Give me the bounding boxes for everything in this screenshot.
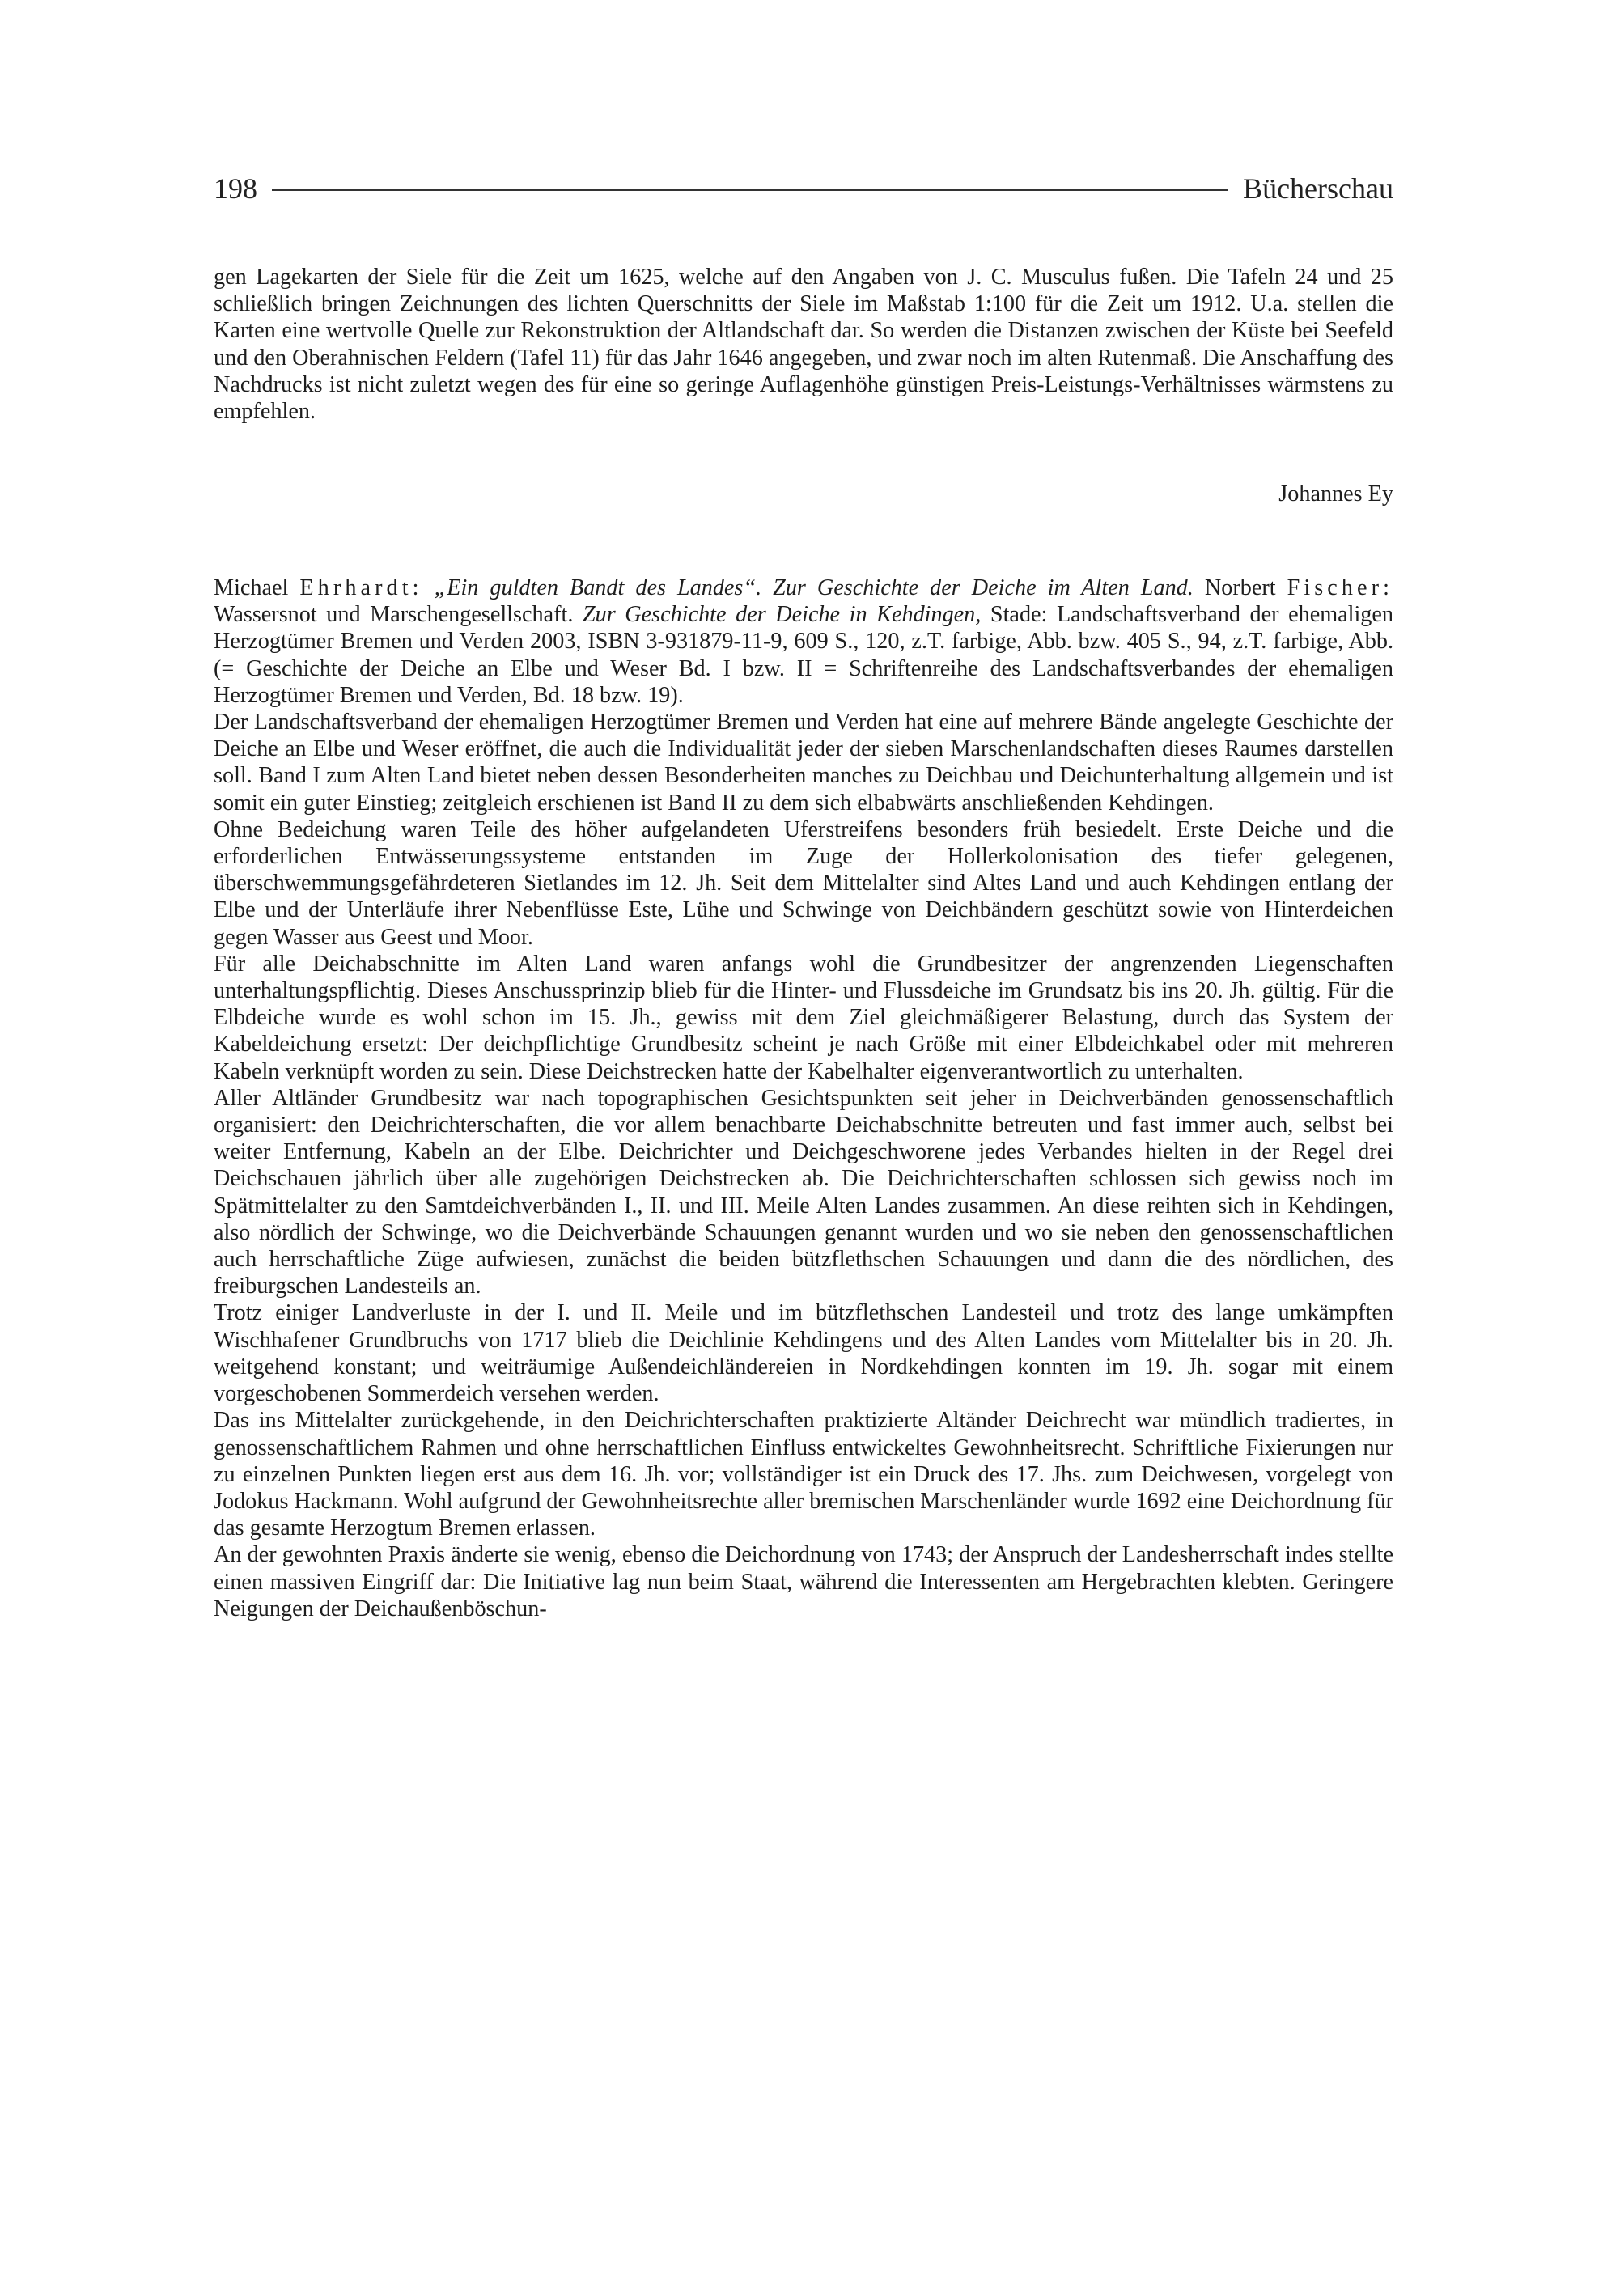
paragraph: An der gewohnten Praxis änderte sie wenig, ebenso die Deichordnung von 1743; der Anspruch der Landesherrschaft indes stellte einen massiven Eingriff dar: Die Initiative lag nun beim Staat, während die Interessenten am Hergebrachten klebten. Geringere Neigungen der Deichaußenböschun- xyxy=(214,1542,1393,1621)
review-2 xyxy=(214,574,1393,1622)
paragraph: Für alle Deichabschnitte im Alten Land waren anfangs wohl die Grundbesitzer der angrenzenden Liegenschaften unterhaltungspflichtig. Dieses Anschussprinzip blieb für die Hinter- und Flussdeiche im Grundsatz bis ins 20. Jh. gültig. Für die Elbdeiche wurde es wohl schon im 15. Jh., gewiss mit dem Ziel gleichmäßigerer Belastung, durch das System der Kabeldeichung ersetzt: Der deichpflichtige Grundbesitz scheint je nach Größe mit einer Elbdeichkabel oder mit mehreren Kabeln verknüpft worden zu sein. Diese Deichstrecken hatte der Kabelhalter eigenverantwortlich zu unterhalten. xyxy=(214,951,1393,1084)
author-1-last-name: Ehrhardt: xyxy=(299,575,423,600)
paragraph: Das ins Mittelalter zurückgehende, in den Deichrichterschaften praktizierte Altänder Deichrecht war mündlich tradiertes, in genossenschaftlichem Rahmen und ohne herrschaftlichen Einfluss entwickeltes Gewohnheitsrecht. Schriftliche Fixierungen nur zu einzelnen Punkten liegen erst aus dem 16. Jh. vor; vollständiger ist ein Druck des 17. Jhs. zum Deichwesen, vorgelegt von Jodokus Hackmann. Wohl aufgrund der Gewohnheitsrechte aller bremischen Marschenländer wurde 1692 eine Deichordnung für das gesamte Herzogtum Bremen erlassen. xyxy=(214,1408,1393,1541)
review-2-body xyxy=(214,709,1393,1622)
author-2-first-name: Norbert xyxy=(1204,575,1276,600)
book-2-title: Wassersnot und Marschengesellschaft. xyxy=(214,602,574,628)
review-1-text: gen Lagekarten der Siele für die Zeit um 1625, welche auf den Angaben von J. C. Musculus fußen. Die Tafeln 24 und 25 schließlich bringen Zeichnungen des lichten Querschnitts der Siele im Maßstab 1:100 für die Zeit um 1912. U.a. stellen die Karten eine wertvolle Quelle zur Rekonstruktion der Altlandschaft dar. So werden die Distanzen zwischen der Küste bei Seefeld und den Oberahnischen Feldern (Tafel 11) für das Jahr 1646 angegeben, und zwar noch im alten Rutenmaß. Die Anschaffung des Nachdrucks ist nicht zuletzt wegen des für eine so geringe Auflagenhöhe günstigen Preis-Leistungs-Verhältnisses wärmstens zu empfehlen. xyxy=(214,265,1393,425)
author-1-first-name: Michael xyxy=(214,575,289,600)
page-number: 198 xyxy=(214,172,257,205)
header-rule xyxy=(272,189,1228,191)
author-2-last-name: Fischer: xyxy=(1287,575,1394,600)
paragraph: Trotz einiger Landverluste in der I. und II. Meile und im bützflethschen Landesteil und trotz des lange umkämpften Wischhafener Grundbruchs von 1717 blieb die Deichlinie Kehdingens und des Alten Landes vom Mittelalter bis in 20. Jh. weitgehend konstant; und weiträumige Außendeichländereien in Nordkehdingen konnten im 19. Jh. sogar mit einem vorgeschobenen Sommerdeich versehen werden. xyxy=(214,1300,1393,1407)
page-header xyxy=(214,168,1393,209)
reviewer-signature: Johannes Ey xyxy=(1278,481,1393,506)
bibliographic-citation xyxy=(214,574,1393,709)
book-1-title: „Ein guldten Bandt des Landes“. Zur Geschichte der Deiche im Alten Land. xyxy=(434,575,1194,600)
publication-details: Stade: Landschaftsverband der ehemaligen Herzogtümer Bremen und Verden 2003, ISBN 3-931879-11-9, 609 S., 120, z.T. farbige, Abb. bzw. 405 S., 94, z.T. farbige, Abb. (= Geschichte der Deiche an Elbe und Weser Bd. I bzw. II = Schriftenreihe des Landschaftsverbandes der ehemaligen Herzogtümer Bremen und Verden, Bd. 18 bzw. 19). xyxy=(214,602,1394,708)
paragraph: Der Landschaftsverband der ehemaligen Herzogtümer Bremen und Verden hat eine auf mehrere Bände angelegte Geschichte der Deiche an Elbe und Weser eröffnet, die auch die Individualität jeder der sieben Marschenlandschaften dieses Raumes darstellen soll. Band I zum Alten Land bietet neben dessen Besonderheiten manches zu Deichbau und Deichunterhaltung allgemein und ist somit ein guter Einstieg; zeitgleich erschienen ist Band II zu dem sich elbabwärts anschließenden Kehdingen. xyxy=(214,710,1393,816)
book-2-subtitle: Zur Geschichte der Deiche in Kehdingen, xyxy=(582,602,982,628)
running-title: Bücherschau xyxy=(1243,172,1393,205)
paragraph: Aller Altländer Grundbesitz war nach topographischen Gesichtspunkten seit jeher in Deichverbänden genossenschaftlich organisiert: den Deichrichterschaften, die vor allem benachbarte Deichabschnitte betreuten und fast immer auch, selbst bei weiter Entfernung, Kabeln an der Elbe. Deichrichter und Deichgeschworene jedes Verbandes hielten in der Regel drei Deichschauen jährlich über alle zugehörigen Deichstrecken ab. Die Deichrichterschaften schlossen sich gewiss noch im Spätmittelalter zu den Samtdeichverbänden I., II. und III. Meile Alten Landes zusammen. An diese reihten sich in Kehdingen, also nördlich der Schwinge, wo die Deichverbände Schauungen genannt wurden und wo sie neben den genossenschaftlichen auch herrschaftliche Züge aufwiesen, zunächst die beiden bützflethschen Schauungen und dann die des nördlichen, des freiburgschen Landesteils an. xyxy=(214,1085,1393,1299)
paragraph: Ohne Bedeichung waren Teile des höher aufgelandeten Uferstreifens besonders früh besiedelt. Erste Deiche und die erforderlichen Entwässerungssysteme entstanden im Zuge der Hollerkolonisation des tiefer gelegenen, überschwemmungsgefährdeteren Sietlandes im 12. Jh. Seit dem Mittelalter sind Altes Land und auch Kehdingen entlang der Elbe und der Unterläufe ihrer Nebenflüsse Este, Lühe und Schwinge von Deichbändern geschützt sowie von Hinterdeichen gegen Wasser aus Geest und Moor. xyxy=(214,816,1393,950)
